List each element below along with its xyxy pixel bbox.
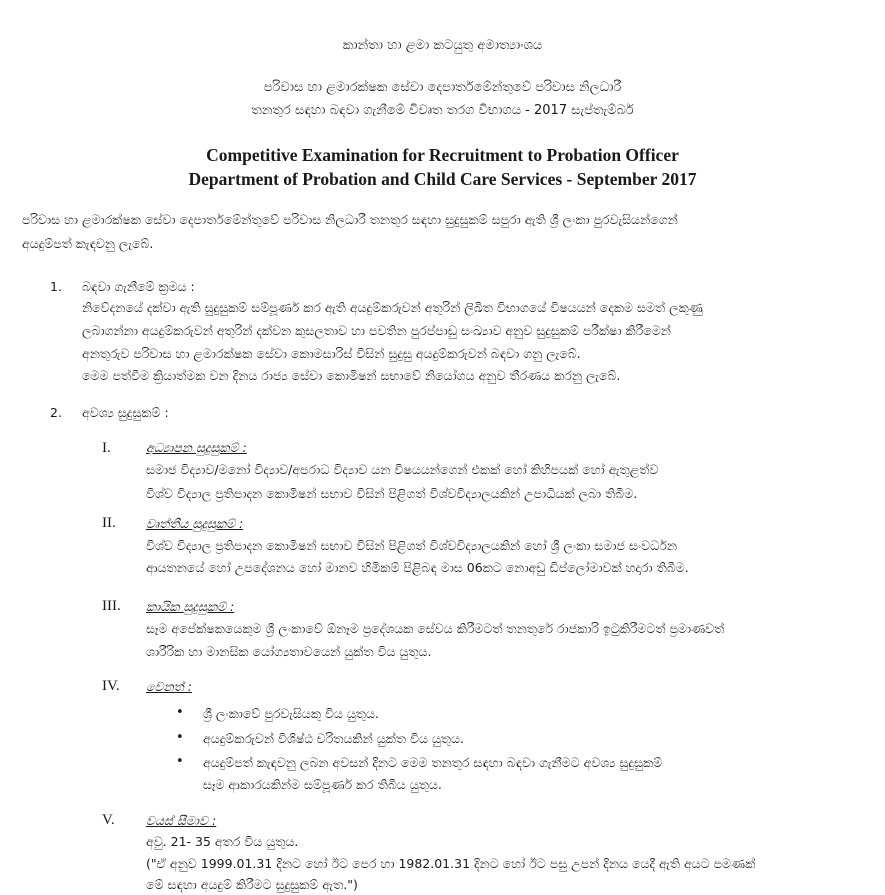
subsection-II-line: විශ්ව විද්‍යාල ප්‍රතිපාදන කොමිෂන් සභාව විසින් පිළිගත් විශ්වවිද්‍යාලයකින් හෝ ශ්‍රී ලංකා සමාජ සංවර්ධන bbox=[146, 538, 678, 553]
section1-line: නිවේදනයේ දක්වා ඇති සුදුසුකම් සම්පූර්ණ කර ඇති අයදුම්කරුවන් අතුරින් ලිඛිත විභාගයේ විෂයයන් දෙකම සමත් ලකුණු bbox=[82, 300, 703, 315]
section2-number: 2. bbox=[50, 405, 62, 420]
bullet-icon: • bbox=[176, 730, 184, 745]
bullet-icon: • bbox=[176, 705, 184, 720]
exam-title-english-line2: Department of Probation and Child Care Services - September 2017 bbox=[188, 169, 697, 189]
exam-title-sinhala-line2: තනතුර සඳහා බඳවා ගැනීමේ විවෘත තරග විභාගය - 2017 සැප්තැම්බර් bbox=[251, 103, 634, 118]
subsection-IV-title: වෙනත් : bbox=[146, 679, 192, 694]
subsection-IV-bullet3-line1: අයදුම්පත් කැඳවනු ලබන අවසන් දිනට මෙම තනතුර සඳහා බඳවා ගැනීමට අවශ්‍ය සුදුසුකම් bbox=[203, 755, 663, 770]
subsection-III-line: සෑම අපේක්ෂකයෙකුම ශ්‍රී ලංකාවේ ඕනෑම ප්‍රදේශයක සේවය කිරීමටත් තනතුරේ රාජකාරි ඉටුකිරීමටත් ප්‍රමාණවත් bbox=[146, 621, 725, 636]
subsection-V-line: අවු. 21- 35 අතර විය යුතුය. bbox=[146, 834, 299, 849]
exam-title-sinhala-line1: පරිවාස හා ළමාරක්ෂක සේවා දෙපාර්තමේන්තුවේ පරිවාස නිලධාරී bbox=[263, 80, 622, 95]
bullet-icon: • bbox=[176, 754, 184, 769]
section1-line: මෙම පත්වීම ක්‍රියාත්මක වන දිනය රාජ්‍ය සේවා කොමිෂන් සභාවේ නියෝගය අනුව තීරණය කරනු ලැබේ. bbox=[82, 368, 621, 383]
subsection-II-line: ආයතනයේ හෝ උපදේශනය හෝ මානව හිමිකම් පිළිබඳ මාස 06කට නොඅඩු ඩිප්ලෝමාවක් හදාරා තිබීම. bbox=[146, 560, 689, 575]
section1-heading: බඳවා ගැනීමේ ක්‍රමය : bbox=[82, 279, 195, 294]
subsection-III-numeral: III. bbox=[102, 598, 121, 614]
subsection-III-line: ශාරීරික හා මානසික යෝග්‍යතාවයෙන් යුක්ත විය යුතුය. bbox=[146, 644, 432, 659]
subsection-IV-bullet: ශ්‍රී ලංකාවේ පුරවැසියකු විය යුතුය. bbox=[203, 706, 379, 721]
section1-line: අනතුරුව පරිවාස හා ළමාරක්ෂක සේවා කොමසාරිස් විසින් සුදුසු අයදුම්කරුවන් බඳවා ගනු ලැබේ. bbox=[82, 346, 581, 361]
subsection-V-numeral: V. bbox=[102, 812, 115, 828]
subsection-I-title: අධ්‍යාපන සුදුසුකම් : bbox=[146, 440, 247, 455]
subsection-II-title: වෘත්තීය සුදුසුකම් : bbox=[146, 516, 244, 531]
subsection-IV-numeral: IV. bbox=[102, 678, 120, 694]
subsection-V-line: ("ඒ අනුව 1999.01.31 දිනට හෝ ඊට පෙර හා 1982.01.31 දිනට හෝ ඊට පසු උපන් දිනය යෙදී ඇති අයට පමණක් bbox=[146, 856, 756, 871]
subsection-I-line: විශ්ව විද්‍යාල ප්‍රතිපාදන කොමිෂන් සභාව විසින් පිළිගත් විශ්වවිද්‍යාලයකින් උපාධියක් ලබා තිබීම. bbox=[146, 486, 638, 501]
subsection-V-title: වයස් සීමාව : bbox=[146, 813, 217, 828]
section2-heading: අවශ්‍ය සුදුසුකම් : bbox=[82, 405, 169, 420]
subsection-IV-bullet3-line2: සෑම ආකාරයකින්ම සම්පූර්ණ කර තිබිය යුතුය. bbox=[203, 777, 442, 792]
section1-number: 1. bbox=[50, 279, 62, 294]
section1-line: ලබාගන්නා අයදුම්කරුවන් අතුරින් දක්වන කුසලතාව හා පවතින පුරප්පාඩු සංඛ්‍යාව අනුව සුදුසුකම් පරීක්ෂා කිරීමෙන් bbox=[82, 323, 671, 338]
intro-line2: අයදුම්පත් කැඳවනු ලැබේ. bbox=[22, 236, 154, 251]
intro-line1: පරිවාස හා ළමාරක්ෂක සේවා දෙපාර්තමේන්තුවේ පරිවාස නිලධාරී තනතුර සඳහා සුදුසුකම් සපුරා ඇති ශ්‍රී ලංකා පුරවැසියන්ගෙන් bbox=[22, 212, 678, 227]
subsection-I-line: සමාජ විද්‍යාව/මනෝ විද්‍යාව/අපරාධ විද්‍යාව යන විෂයයන්ගෙන් එකක් හෝ කිහිපයක් හෝ ඇතුළත්ව bbox=[146, 462, 659, 477]
subsection-I-numeral: I. bbox=[102, 440, 111, 456]
subsection-II-numeral: II. bbox=[102, 515, 116, 531]
subsection-III-title: කායික සුදුසුකම් : bbox=[146, 599, 235, 614]
exam-title-english-line1: Competitive Examination for Recruitment to Probation Officer bbox=[206, 145, 679, 165]
subsection-V-line: මේ සඳහා අයදුම් කිරීමට සුදුසුකම් ඇත.") bbox=[146, 877, 358, 892]
ministry-name: කාන්තා හා ළමා කටයුතු අමාත්‍යාංශය bbox=[342, 38, 543, 53]
subsection-IV-bullet: අයදුම්කරුවන් විශිෂ්ඨ චරිතයකින් යුක්ත විය යුතුය. bbox=[203, 731, 465, 746]
